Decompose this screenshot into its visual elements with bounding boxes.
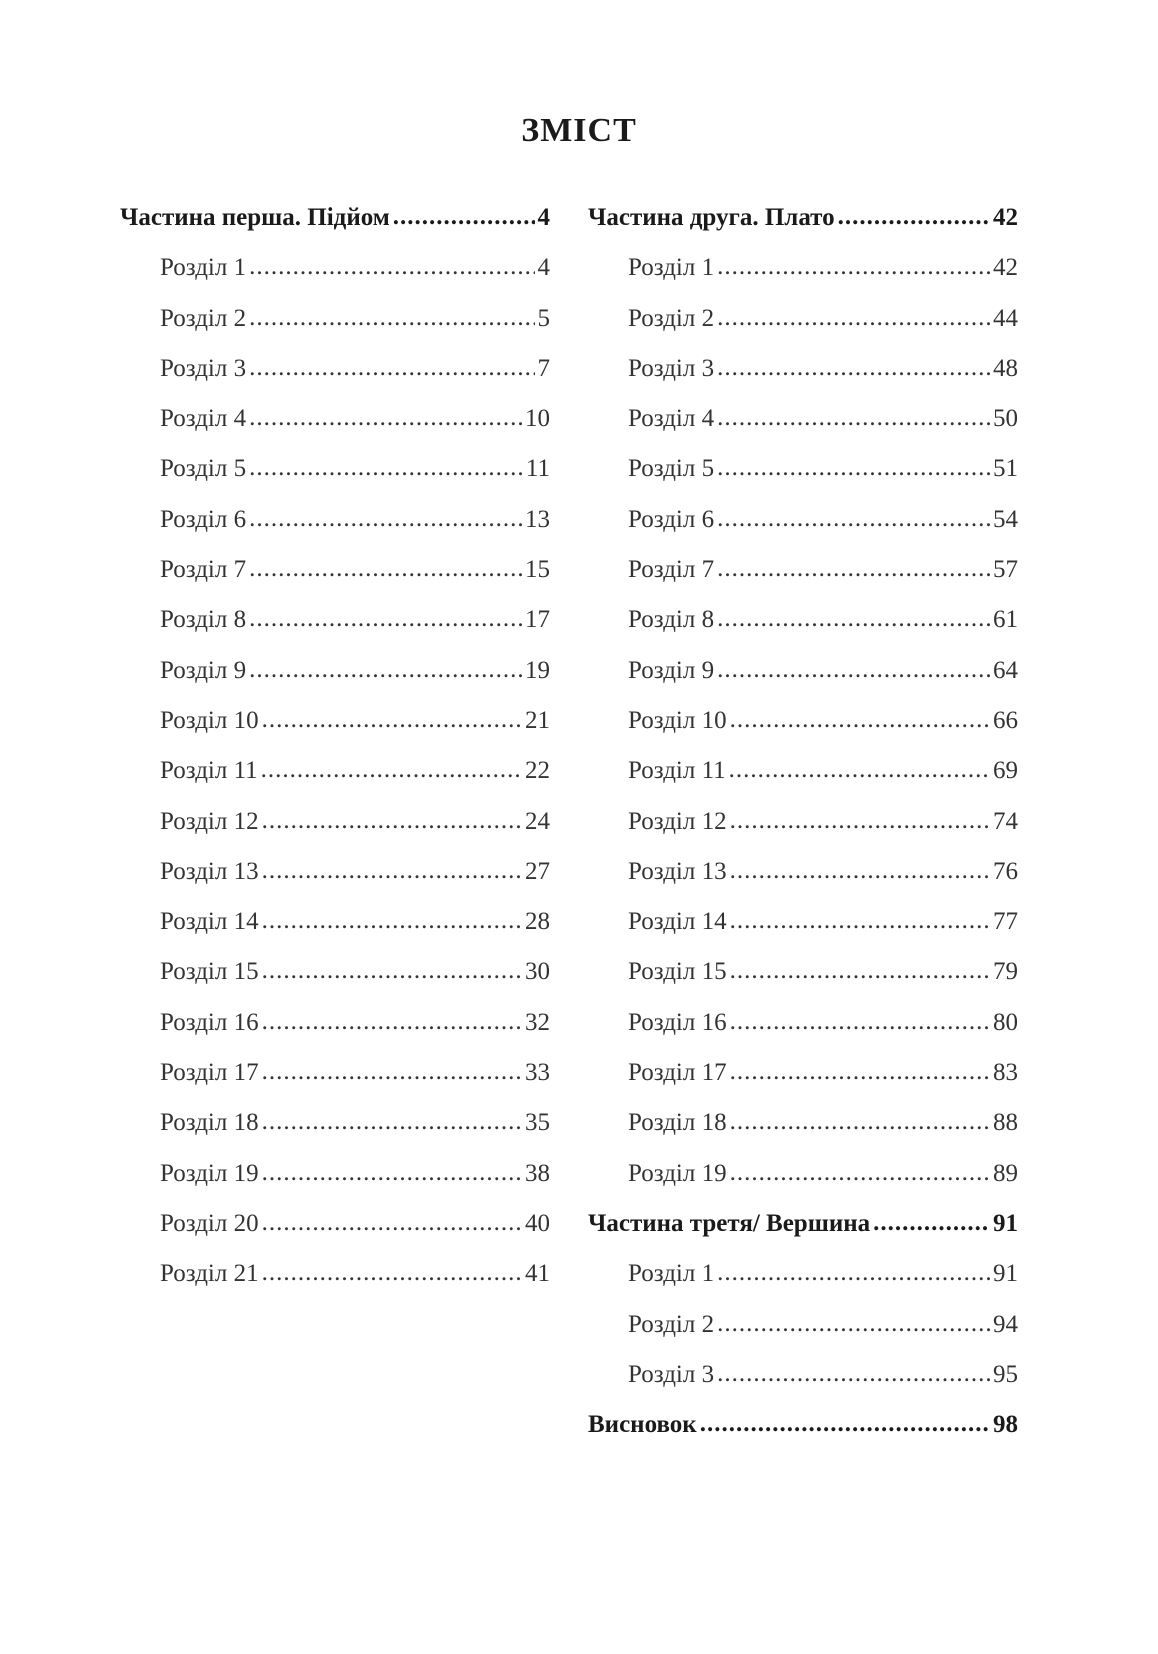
dot-leader [262,1058,522,1086]
toc-right-column [588,204,1018,1461]
toc-entry-page-number: 74 [993,807,1018,835]
toc-chapter-entry[interactable] [120,606,550,656]
toc-entry-page-number: 22 [525,757,550,785]
dot-leader [717,404,990,432]
toc-entry-label: Розділ 15 [160,958,259,986]
toc-chapter-entry[interactable] [120,1009,550,1059]
toc-chapter-entry[interactable] [588,1059,1018,1109]
dot-leader [730,1008,990,1036]
toc-entry-page-number: 98 [993,1411,1018,1439]
dot-leader [717,1360,990,1388]
dot-leader [730,1108,990,1136]
toc-entry-page-number: 91 [993,1209,1018,1237]
toc-chapter-entry[interactable] [588,606,1018,656]
toc-entry-label: Розділ 20 [160,1209,259,1237]
toc-entry-label: Розділ 18 [160,1109,259,1137]
toc-entry-page-number: 54 [993,505,1018,533]
toc-entry-label: Розділ 19 [628,1159,727,1187]
toc-chapter-entry[interactable] [588,958,1018,1008]
dot-leader [730,957,990,985]
dot-leader [262,1259,522,1287]
dot-leader [730,857,990,885]
dot-leader [262,1209,522,1237]
toc-entry-label: Розділ 8 [160,606,247,634]
toc-chapter-entry[interactable] [120,305,550,355]
toc-chapter-entry[interactable] [588,858,1018,908]
toc-chapter-entry[interactable] [588,1009,1018,1059]
toc-chapter-entry[interactable] [120,1160,550,1210]
toc-chapter-entry[interactable] [588,305,1018,355]
toc-entry-page-number: 17 [525,606,550,634]
toc-chapter-entry[interactable] [588,657,1018,707]
toc-entry-page-number: 77 [993,908,1018,936]
toc-entry-page-number: 64 [993,656,1018,684]
toc-left-column [120,204,550,1311]
toc-entry-page-number: 35 [525,1109,550,1137]
toc-chapter-entry[interactable] [120,506,550,556]
toc-chapter-entry[interactable] [588,556,1018,606]
toc-entry-page-number: 40 [525,1209,550,1237]
dot-leader [249,505,522,533]
toc-part-entry[interactable] [588,1210,1018,1260]
toc-part-entry[interactable] [588,204,1018,254]
toc-entry-page-number: 24 [525,807,550,835]
toc-entry-label: Частина друга. Плато [588,204,835,231]
toc-entry-page-number: 50 [993,405,1018,433]
toc-chapter-entry[interactable] [120,657,550,707]
toc-chapter-entry[interactable] [588,757,1018,807]
toc-entry-label: Розділ 11 [160,757,258,785]
toc-entry-label: Розділ 11 [628,757,726,785]
toc-entry-page-number: 80 [993,1008,1018,1036]
toc-entry-page-number: 33 [525,1059,550,1087]
toc-entry-label: Розділ 10 [628,706,727,734]
dot-leader [262,706,522,734]
dot-leader [717,1259,990,1287]
toc-chapter-entry[interactable] [120,355,550,405]
toc-entry-label: Розділ 14 [160,908,259,936]
toc-entry-label: Розділ 16 [628,1008,727,1036]
toc-entry-label: Розділ 4 [628,405,715,433]
toc-entry-label: Розділ 1 [160,254,247,282]
toc-entry-page-number: 89 [993,1159,1018,1187]
dot-leader [249,404,522,432]
toc-chapter-entry[interactable] [588,707,1018,757]
toc-entry-label: Розділ 4 [160,405,247,433]
toc-entry-label: Розділ 9 [160,656,247,684]
dot-leader [717,304,990,332]
toc-entry-page-number: 41 [525,1260,550,1288]
dot-leader [717,253,990,281]
toc-entry-label: Розділ 13 [160,857,259,885]
toc-entry-label: Розділ 18 [628,1109,727,1137]
toc-entry-label: Розділ 5 [628,455,715,483]
toc-chapter-entry[interactable] [588,506,1018,556]
dot-leader [717,605,990,633]
toc-entry-page-number: 15 [525,556,550,584]
toc-entry-page-number: 57 [993,556,1018,584]
toc-entry-page-number: 13 [525,505,550,533]
toc-entry-label: Розділ 15 [628,958,727,986]
toc-entry-page-number: 21 [525,706,550,734]
toc-chapter-entry[interactable] [588,1311,1018,1361]
toc-chapter-entry[interactable] [120,1059,550,1109]
dot-leader [717,454,990,482]
dot-leader [717,555,990,583]
dot-leader [249,304,534,332]
toc-chapter-entry[interactable] [588,405,1018,455]
toc-chapter-entry[interactable] [588,1361,1018,1411]
toc-entry-label: Розділ 8 [628,606,715,634]
dot-leader [249,555,522,583]
toc-entry-page-number: 38 [525,1159,550,1187]
toc-chapter-entry[interactable] [588,355,1018,405]
toc-entry-page-number: 27 [525,857,550,885]
dot-leader [249,354,534,382]
toc-chapter-entry[interactable] [120,808,550,858]
toc-entry-label: Розділ 9 [628,656,715,684]
toc-chapter-entry[interactable] [588,908,1018,958]
toc-entry-page-number: 94 [993,1310,1018,1338]
toc-entry-page-number: 19 [525,656,550,684]
dot-leader [249,605,522,633]
toc-entry-page-number: 51 [993,455,1018,483]
toc-chapter-entry[interactable] [588,1109,1018,1159]
toc-entry-label: Розділ 19 [160,1159,259,1187]
toc-entry-label: Розділ 12 [628,807,727,835]
toc-entry-page-number: 88 [993,1109,1018,1137]
toc-entry-page-number: 30 [525,958,550,986]
toc-entry-label: Висновок [588,1411,697,1439]
toc-entry-label: Розділ 5 [160,455,247,483]
toc-entry-label: Розділ 17 [628,1059,727,1087]
toc-chapter-entry[interactable] [120,707,550,757]
toc-entry-label: Розділ 16 [160,1008,259,1036]
dot-leader [262,1008,522,1036]
dot-leader [730,1159,990,1187]
dot-leader [717,505,990,533]
toc-entry-page-number: 83 [993,1059,1018,1087]
toc-entry-label: Розділ 7 [160,556,247,584]
toc-entry-label: Розділ 12 [160,807,259,835]
toc-entry-label: Розділ 13 [628,857,727,885]
toc-entry-page-number: 76 [993,857,1018,885]
toc-entry-page-number: 7 [537,354,550,382]
toc-part-entry[interactable] [588,1411,1018,1461]
toc-entry-page-number: 79 [993,958,1018,986]
toc-chapter-entry[interactable] [120,254,550,304]
dot-leader [262,857,522,885]
toc-chapter-entry[interactable] [120,908,550,958]
toc-entry-label: Частина третя/ Вершина [588,1209,871,1237]
dot-leader [261,756,522,784]
dot-leader [730,706,990,734]
toc-chapter-entry[interactable] [120,958,550,1008]
toc-entry-page-number: 44 [993,304,1018,332]
toc-entry-label: Розділ 3 [628,354,715,382]
toc-entry-label: Розділ 2 [628,304,715,332]
toc-entry-page-number: 4 [537,254,550,282]
toc-part-entry[interactable] [120,204,550,254]
toc-entry-page-number: 4 [537,204,550,231]
toc-chapter-entry[interactable] [120,1260,550,1310]
toc-entry-page-number: 42 [993,204,1018,231]
toc-chapter-entry[interactable] [120,858,550,908]
toc-entry-page-number: 48 [993,354,1018,382]
toc-entry-page-number: 61 [993,606,1018,634]
toc-entry-label: Розділ 3 [628,1360,715,1388]
dot-leader [717,354,990,382]
toc-entry-page-number: 91 [993,1260,1018,1288]
toc-entry-page-number: 28 [525,908,550,936]
toc-entry-label: Частина перша. Підйом [120,204,390,231]
toc-entry-label: Розділ 6 [160,505,247,533]
toc-entry-page-number: 10 [525,405,550,433]
dot-leader [717,656,990,684]
toc-chapter-entry[interactable] [588,455,1018,505]
dot-leader [729,756,990,784]
toc-entry-page-number: 66 [993,706,1018,734]
dot-leader [717,1310,990,1338]
dot-leader [262,1108,522,1136]
toc-entry-page-number: 32 [525,1008,550,1036]
toc-chapter-entry[interactable] [120,757,550,807]
toc-entry-label: Розділ 21 [160,1260,259,1288]
dot-leader [730,1058,990,1086]
toc-entry-label: Розділ 14 [628,908,727,936]
toc-entry-page-number: 69 [993,757,1018,785]
dot-leader [873,1209,990,1237]
toc-entry-label: Розділ 2 [628,1310,715,1338]
toc-entry-label: Розділ 2 [160,304,247,332]
toc-entry-label: Розділ 17 [160,1059,259,1087]
toc-chapter-entry[interactable] [588,1260,1018,1310]
toc-entry-label: Розділ 6 [628,505,715,533]
toc-entry-page-number: 11 [525,455,550,483]
dot-leader [249,454,523,482]
toc-chapter-entry[interactable] [588,1160,1018,1210]
toc-entry-page-number: 95 [993,1360,1018,1388]
toc-entry-page-number: 5 [537,304,550,332]
dot-leader [262,957,522,985]
dot-leader [393,203,535,231]
dot-leader [249,253,534,281]
dot-leader [262,1159,522,1187]
toc-chapter-entry[interactable] [120,1210,550,1260]
page-title: ЗМІСТ [521,112,637,149]
toc-entry-label: Розділ 1 [628,254,715,282]
toc-entry-label: Розділ 10 [160,706,259,734]
dot-leader [730,907,990,935]
dot-leader [730,807,990,835]
toc-chapter-entry[interactable] [588,808,1018,858]
toc-chapter-entry[interactable] [120,405,550,455]
toc-chapter-entry[interactable] [120,1109,550,1159]
toc-entry-label: Розділ 7 [628,556,715,584]
toc-chapter-entry[interactable] [120,556,550,606]
dot-leader [249,656,522,684]
dot-leader [262,907,522,935]
dot-leader [838,203,990,231]
toc-entry-page-number: 42 [993,254,1018,282]
dot-leader [700,1410,990,1438]
toc-entry-label: Розділ 1 [628,1260,715,1288]
toc-entry-label: Розділ 3 [160,354,247,382]
dot-leader [262,807,522,835]
toc-chapter-entry[interactable] [588,254,1018,304]
toc-chapter-entry[interactable] [120,455,550,505]
